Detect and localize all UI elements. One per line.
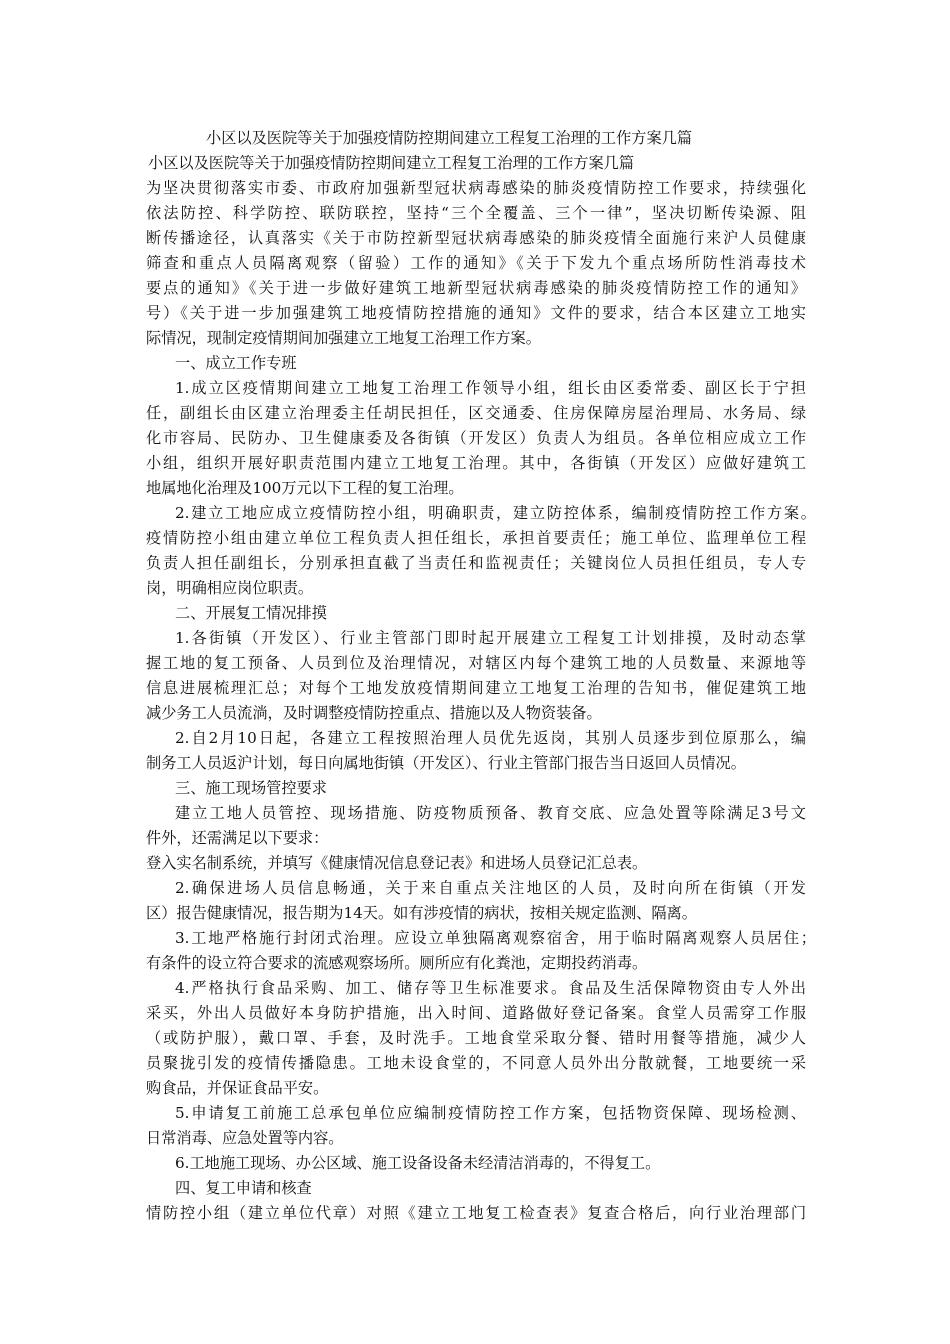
body-line: 要点的通知》《关于进一步做好建筑工地新型冠状病毒感染的肺炎疫情防控工作的通知》 [146,279,806,297]
body-line: 岗，明确相应岗位职责。 [146,579,314,597]
body-line: 日常消毒、应急处置等内容。 [146,1129,344,1147]
body-line: 握工地的复工预备、人员到位及治理情况，对辖区内每个建筑工地的人员数量、来源地等 [146,654,806,672]
body-line: 1.各街镇（开发区）、行业主管部门即时起开展建立工程复工计划排摸，及时动态掌 [175,629,806,647]
document-title: 小区以及医院等关于加强疫情防控期间建立工程复工治理的工作方案几篇 [206,129,692,147]
section-heading: 三、施工现场管控要求 [175,779,327,797]
body-line: 制务工人员返沪计划，每日向属地街镇（开发区）、行业主管部门报告当日返回人员情况。 [146,754,746,772]
body-line: 采买，外出人员做好本身防护措施，出入时间、道路做好登记备案。食堂人员需穿工作服 [146,1004,806,1022]
body-line: 负责人担任副组长，分别承担直截了当责任和监视责任；关键岗位人员担任组员，专人专 [146,554,806,572]
body-line: 3.工地严格施行封闭式治理。应设立单独隔离观察宿舍，用于临时隔离观察人员居住； [175,929,816,947]
body-line: 2.建立工地应成立疫情防控小组，明确职责，建立防控体系，编制疫情防控工作方案。 [175,504,816,522]
body-line: 依法防控、科学防控、联防联控，坚持“三个全覆盖、三个一律”，坚决切断传染源、阻 [146,204,806,222]
body-line: 区）报告健康情况，报告期为14天。如有涉疫情的病状，按相关规定监测、隔离。 [146,904,697,922]
body-line: 地属地化治理及100万元以下工程的复工治理。 [146,479,464,497]
section-heading: 四、复工申请和核查 [175,1179,312,1197]
body-line: 减少务工人员流淌，及时调整疫情防控重点、措施以及人物资装备。 [146,704,602,722]
document-subtitle: 小区以及医院等关于加强疫情防控期间建立工程复工治理的工作方案几篇 [148,154,634,172]
body-line: 小组，组织开展好职责范围内建立工地复工治理。其中，各街镇（开发区）应做好建筑工 [146,454,806,472]
body-line: 有条件的设立符合要求的流感观察场所。厕所应有化粪池，定期投药消毒。 [146,954,648,972]
body-line: 1.成立区疫情期间建立工地复工治理工作领导小组，组长由区委常委、副区长于宁担 [175,379,806,397]
body-line: （或防护服），戴口罩、手套，及时洗手。工地食堂采取分餐、错时用餐等措施，减少人 [146,1029,806,1047]
body-line: 6.工地施工现场、办公区域、施工设备设备未经清洁消毒的，不得复工。 [175,1154,661,1172]
body-line: 号）《关于进一步加强建筑工地疫情防控措施的通知》文件的要求，结合本区建立工地实 [146,304,806,322]
body-line: 际情况，现制定疫情期间加强建立工地复工治理工作方案。 [146,329,541,347]
body-line: 建立工地人员管控、现场措施、防疫物质预备、教育交底、应急处置等除满足3号文 [175,804,806,822]
body-line: 件外，还需满足以下要求： [146,829,329,847]
body-line: 疫情防控小组由建立单位工程负责人担任组长，承担首要责任；施工单位、监理单位工程 [146,529,806,547]
body-line: 断传播途径，认真落实《关于市防控新型冠状病毒感染的肺炎疫情全面施行来沪人员健康 [146,229,806,247]
body-line: 任，副组长由区建立治理委主任胡民担任，区交通委、住房保障房屋治理局、水务局、绿 [146,404,806,422]
body-line: 购食品，并保证食品平安。 [146,1079,329,1097]
body-line: 登入实名制系统，并填写《健康情况信息登记表》和进场人员登记汇总表。 [146,854,648,872]
body-line: 为坚决贯彻落实市委、市政府加强新型冠状病毒感染的肺炎疫情防控工作要求，持续强化 [146,179,806,197]
body-line: 2.确保进场人员信息畅通，关于来自重点关注地区的人员，及时向所在街镇（开发 [175,879,806,897]
body-line: 信息进展梳理汇总；对每个工地发放疫情期间建立工地复工治理的告知书，催促建筑工地 [146,679,806,697]
body-line: 5.申请复工前施工总承包单位应编制疫情防控工作方案，包括物资保障、现场检测、 [175,1104,806,1122]
body-line: 情防控小组（建立单位代章）对照《建立工地复工检查表》复查合格后，向行业治理部门 [146,1204,806,1222]
body-line: 员聚拢引发的疫情传播隐患。工地未设食堂的，不同意人员外出分散就餐，工地要统一采 [146,1054,806,1072]
body-line: 2.自2月10日起，各建立工程按照治理人员优先返岗，其别人员逐步到位原那么，编 [175,729,806,747]
section-heading: 二、开展复工情况排摸 [175,604,327,622]
section-heading: 一、成立工作专班 [175,354,297,372]
body-line: 4.严格执行食品采购、加工、储存等卫生标准要求。食品及生活保障物资由专人外出 [175,979,806,997]
body-line: 化市容局、民防办、卫生健康委及各街镇（开发区）负责人为组员。各单位相应成立工作 [146,429,806,447]
body-line: 筛查和重点人员隔离观察（留验）工作的通知》《关于下发九个重点场所防性消毒技术 [146,254,806,272]
